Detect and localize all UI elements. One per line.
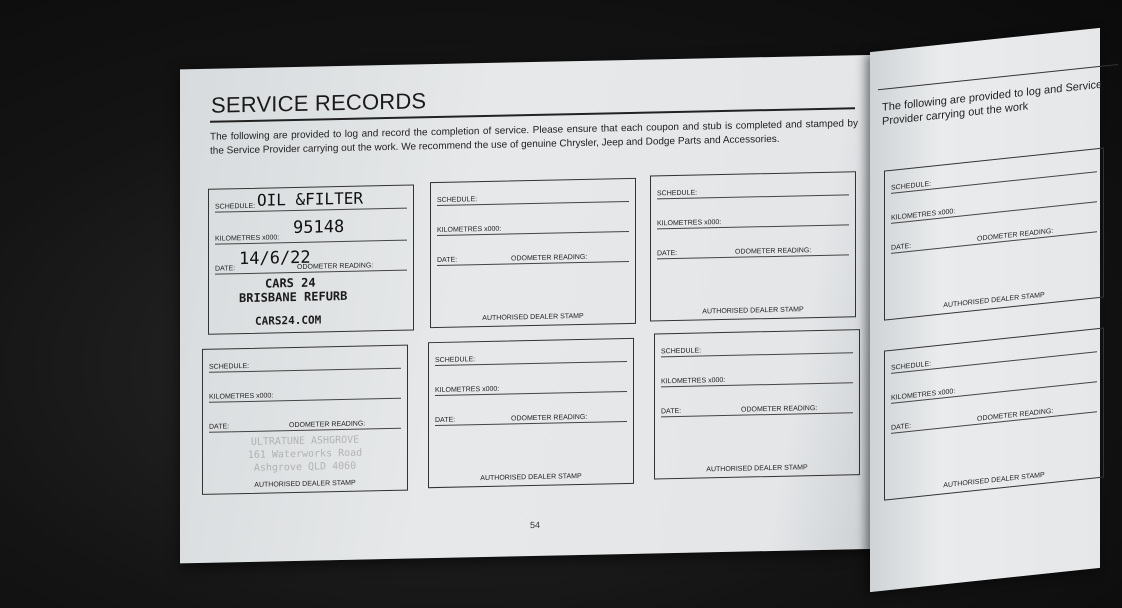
facing-page (870, 28, 1103, 592)
kilometres-label: KILOMETRES x000: (661, 376, 726, 386)
schedule-field (437, 187, 629, 206)
kilometres-label: KILOMETRES x000: (657, 219, 722, 228)
kilometres-handwriting: 95148 (293, 216, 345, 239)
page-number: 54 (530, 519, 541, 531)
date-handwriting: 14/6/22 (239, 247, 311, 270)
stamp-ghost-line1: ULTRATUNE ASHGROVE (250, 434, 360, 448)
service-coupon-3 (650, 171, 856, 321)
service-records-page (180, 55, 886, 564)
kilometres-field (209, 384, 401, 403)
schedule-label: SCHEDULE: (437, 196, 478, 205)
service-coupon-5 (428, 338, 634, 488)
odometer-label: ODOMETER READING: (741, 405, 818, 414)
kilometres-label: KILOMETRES x000: (215, 234, 280, 243)
date-field (661, 398, 853, 417)
stamp-ghost-line3: Ashgrove QLD 4060 (253, 460, 357, 474)
kilometres-label: KILOMETRES x000: (437, 225, 502, 235)
schedule-field (661, 338, 853, 357)
kilometres-label: KILOMETRES x000: (891, 208, 956, 222)
schedule-field (657, 180, 849, 199)
kilometres-label: KILOMETRES x000: (209, 392, 274, 401)
date-label: DATE: (437, 256, 458, 265)
odometer-label: ODOMETER READING: (735, 247, 812, 256)
kilometres-field (437, 217, 629, 236)
schedule-field (891, 157, 1097, 194)
page-title: SERVICE RECORDS (211, 88, 427, 118)
kilometres-field (435, 377, 627, 396)
date-field (891, 397, 1097, 434)
schedule-label: SCHEDULE: (435, 356, 476, 365)
schedule-label: SCHEDULE: (209, 362, 250, 371)
schedule-field (435, 347, 627, 366)
facing-intro-paragraph: The following are provided to log and Service Provider carrying out the work (882, 78, 1103, 128)
dealer-stamp-label: AUTHORISED DEALER STAMP (943, 291, 1045, 310)
date-label: DATE: (209, 423, 230, 431)
kilometres-label: KILOMETRES x000: (435, 385, 500, 395)
date-label: DATE: (661, 407, 682, 416)
date-label: DATE: (435, 416, 456, 425)
kilometres-label: KILOMETRES x000: (891, 388, 956, 402)
odometer-label: ODOMETER READING: (511, 413, 588, 423)
date-field (891, 217, 1097, 254)
kilometres-field (891, 367, 1097, 404)
dealer-stamp-label: AUTHORISED DEALER STAMP (254, 479, 356, 489)
dealer-stamp-label: AUTHORISED DEALER STAMP (702, 306, 804, 316)
odometer-label: ODOMETER READING: (977, 227, 1054, 243)
schedule-label: SCHEDULE: (215, 202, 256, 211)
schedule-label: SCHEDULE: (661, 347, 702, 356)
kilometres-field (891, 187, 1097, 224)
kilometres-field (661, 368, 853, 387)
dealer-stamp-label: AUTHORISED DEALER STAMP (943, 471, 1045, 490)
date-label: DATE: (891, 242, 912, 252)
schedule-handwriting: OIL &FILTER (257, 188, 363, 210)
date-label: DATE: (657, 249, 678, 258)
schedule-label: SCHEDULE: (891, 180, 932, 192)
date-field (437, 247, 629, 266)
schedule-label: SCHEDULE: (891, 360, 932, 372)
intro-paragraph: The following are provided to log and record the completion of service. Please ensure that each coupon and stub is completed and stamped by the Service Provider carrying out the work. We recommend the use of genuine Chrysler, Jeep and Dodge Parts and Accessories. (210, 118, 858, 157)
kilometres-field (657, 210, 849, 229)
schedule-field (891, 337, 1097, 374)
dealer-stamp-line1: CARS 24 (265, 275, 316, 291)
odometer-label: ODOMETER READING: (289, 420, 366, 430)
date-label: DATE: (215, 265, 236, 273)
service-coupon-4 (202, 345, 408, 495)
date-field (657, 240, 849, 259)
dealer-stamp-label: AUTHORISED DEALER STAMP (480, 472, 582, 483)
odometer-label: ODOMETER READING: (977, 407, 1054, 423)
schedule-label: SCHEDULE: (657, 189, 698, 198)
dealer-stamp-line2: BRISBANE REFURB (239, 288, 348, 306)
facing-coupon-2 (884, 327, 1104, 500)
service-coupon-6 (654, 329, 860, 479)
dealer-stamp-line3: CARS24.COM (255, 313, 322, 328)
odometer-label: ODOMETER READING: (511, 253, 588, 263)
service-coupon-2 (430, 178, 636, 328)
facing-coupon-1 (884, 147, 1104, 320)
date-field (209, 414, 401, 433)
date-field (435, 407, 627, 426)
schedule-field (209, 354, 401, 373)
service-coupon-1 (208, 184, 414, 334)
date-label: DATE: (891, 422, 912, 432)
dealer-stamp-label: AUTHORISED DEALER STAMP (482, 312, 584, 323)
stamp-ghost-line2: 161 Waterworks Road (247, 447, 363, 461)
odometer-label: ODOMETER READING: (297, 262, 374, 271)
dealer-stamp-label: AUTHORISED DEALER STAMP (706, 464, 808, 474)
